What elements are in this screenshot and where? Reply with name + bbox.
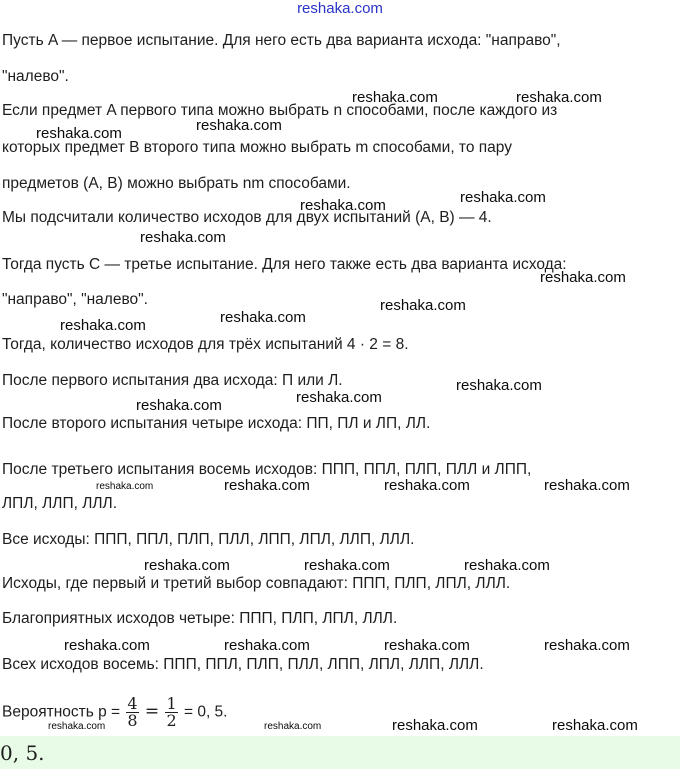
fraction-numerator: 1	[166, 694, 177, 713]
watermark: reshaka.com	[224, 637, 310, 654]
text-line: Благоприятных исходов четыре: ППП, ПЛП, ЛПЛ, ЛЛЛ.	[2, 610, 398, 627]
watermark: reshaka.com	[224, 477, 310, 494]
text-line: ЛПЛ, ЛЛП, ЛЛЛ.	[2, 495, 118, 512]
watermark: reshaka.com	[544, 477, 630, 494]
text-line: Пусть A — первое испытание. Для него есть два варианта исхода: "направо",	[2, 32, 561, 49]
probability-prefix: Вероятность p =	[2, 703, 121, 721]
text-line: Всех исходов восемь: ППП, ППЛ, ПЛП, ПЛЛ, ЛПП, ЛПЛ, ЛЛП, ЛЛЛ.	[2, 656, 484, 673]
text-line: Если предмет A первого типа можно выбрать n способами, после каждого из	[2, 102, 558, 119]
fraction-numerator: 4	[127, 694, 138, 713]
text-line: Мы подсчитали количество исходов для двух испытаний (A, B) — 4.	[2, 209, 492, 226]
watermark: reshaka.com	[296, 389, 382, 406]
watermark: reshaka.com	[96, 481, 154, 492]
watermark: reshaka.com	[392, 717, 478, 734]
text-line: "налево".	[2, 68, 69, 85]
probability-line: Вероятность p = $\frac{4}{8}$ = $\frac{1}{2}$ = 0, 5.	[2, 694, 228, 730]
watermark: reshaka.com	[140, 229, 226, 246]
watermark: reshaka.com	[64, 637, 150, 654]
watermark: reshaka.com	[460, 189, 546, 206]
text-line: предметов (A, B) можно выбрать nm способами.	[2, 175, 351, 192]
watermark: reshaka.com	[384, 477, 470, 494]
watermark: reshaka.com	[544, 637, 630, 654]
text-line: Тогда пусть C — третье испытание. Для него также есть два варианта исхода:	[2, 256, 567, 273]
fraction	[165, 696, 177, 729]
watermark: reshaka.com	[300, 197, 386, 214]
watermark: reshaka.com	[136, 397, 222, 414]
watermark: reshaka.com	[264, 721, 322, 732]
text-line: После третьего испытания восемь исходов: ППП, ППЛ, ПЛП, ПЛЛ и ЛПП,	[2, 461, 532, 478]
text-line: Исходы, где первый и третий выбор совпадают: ППП, ПЛП, ЛПЛ, ЛЛЛ.	[2, 575, 511, 592]
watermark: reshaka.com	[196, 117, 282, 134]
watermark: reshaka.com	[464, 557, 550, 574]
answer-value: 0, 5.	[0, 741, 45, 765]
watermark: reshaka.com	[304, 557, 390, 574]
text-line: Тогда, количество исходов для трёх испытаний 4 · 2 = 8.	[2, 336, 409, 353]
watermark: reshaka.com	[220, 309, 306, 326]
watermark: reshaka.com	[540, 269, 626, 286]
watermark: reshaka.com	[144, 557, 230, 574]
fraction-denominator: 2	[166, 711, 177, 730]
site-header[interactable]: reshaka.com	[297, 0, 383, 17]
text-line: После второго испытания четыре исхода: ПП, ПЛ и ЛП, ЛЛ.	[2, 415, 431, 432]
watermark: reshaka.com	[456, 377, 542, 394]
fraction-denominator: 8	[127, 711, 138, 730]
watermark: reshaka.com	[380, 297, 466, 314]
text-line: "направо", "налево".	[2, 291, 148, 308]
watermark: reshaka.com	[48, 721, 106, 732]
answer-box	[0, 736, 680, 769]
text-line: которых предмет B второго типа можно выбрать m способами, то пару	[2, 139, 512, 156]
watermark: reshaka.com	[36, 125, 122, 142]
probability-suffix: = 0, 5.	[183, 703, 228, 721]
text-line: Все исходы: ППП, ППЛ, ПЛП, ПЛЛ, ЛПП, ЛПЛ, ЛЛП, ЛЛЛ.	[2, 531, 415, 548]
watermark: reshaka.com	[384, 637, 470, 654]
text-line: После первого испытания два исхода: П или Л.	[2, 372, 343, 389]
watermark: reshaka.com	[352, 89, 438, 106]
fraction	[126, 696, 138, 729]
watermark: reshaka.com	[516, 89, 602, 106]
watermark: reshaka.com	[552, 717, 638, 734]
watermark: reshaka.com	[60, 317, 146, 334]
